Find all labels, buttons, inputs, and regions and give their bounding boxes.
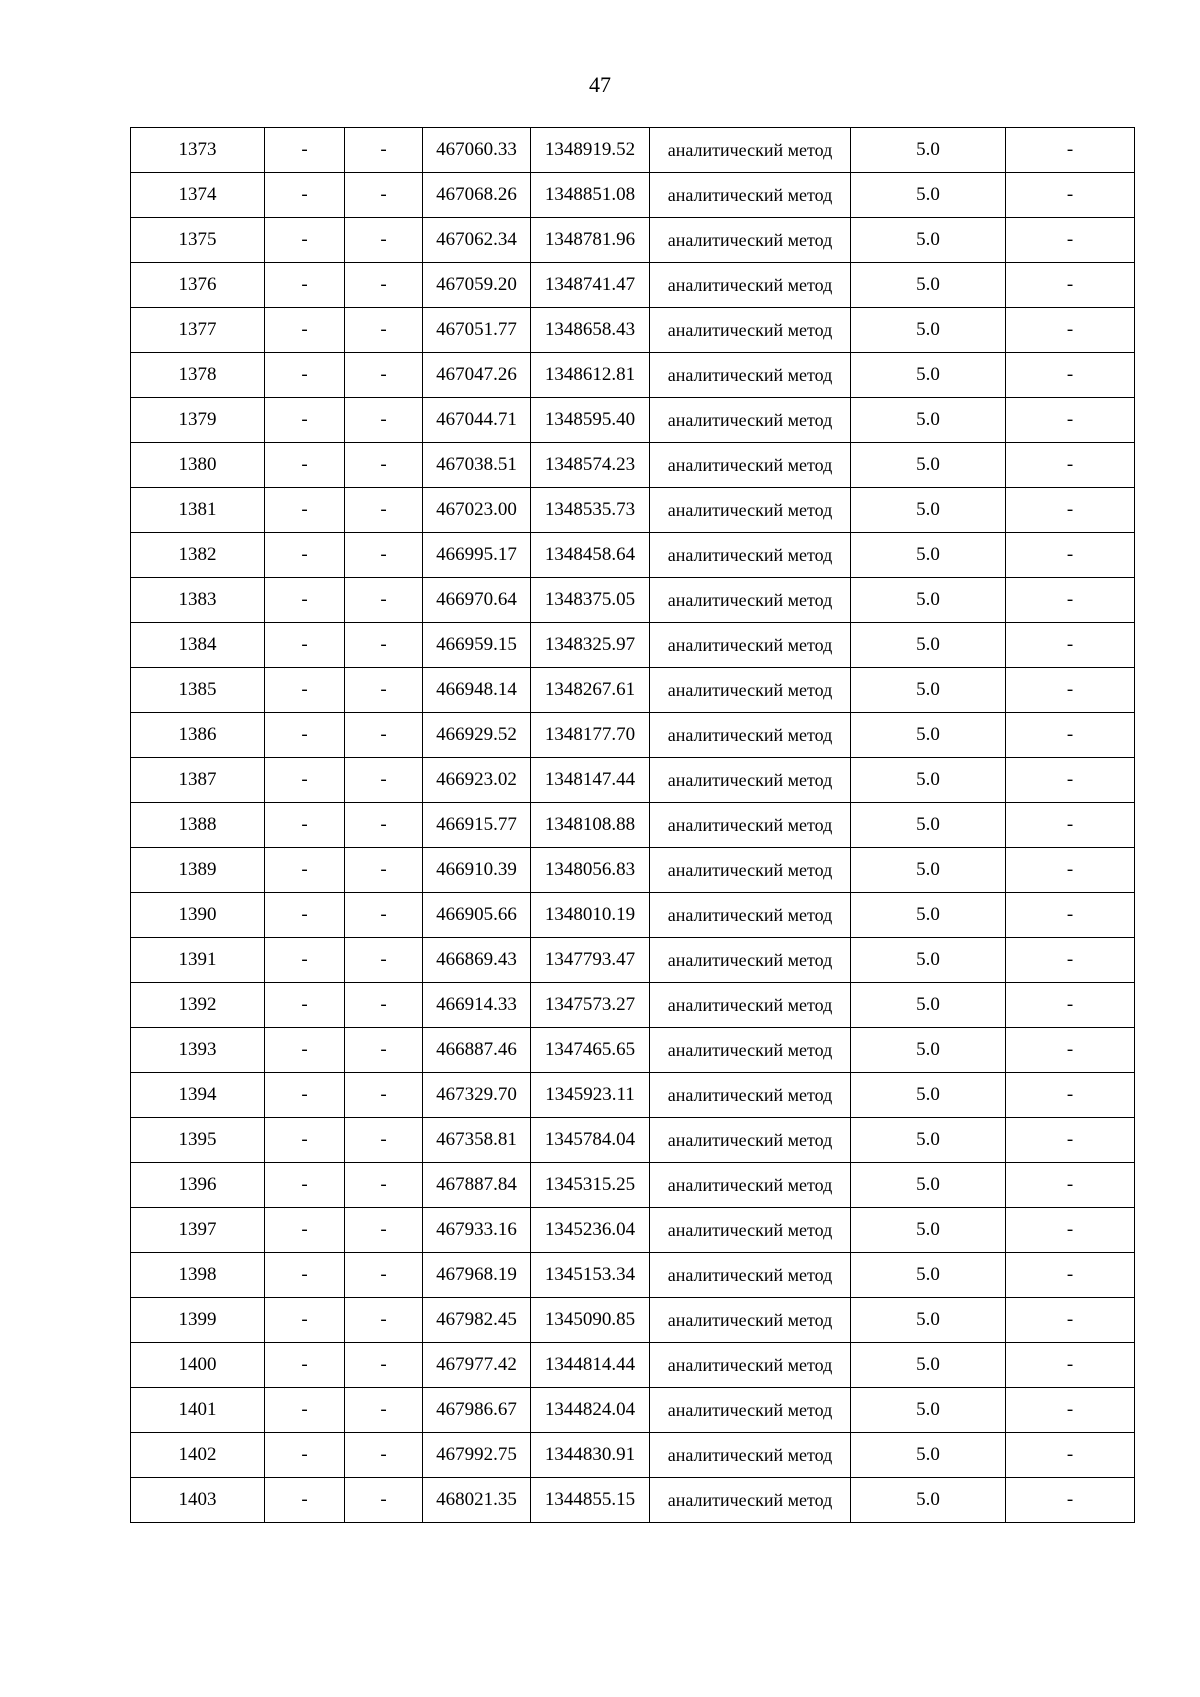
table-row [131, 1073, 1135, 1118]
point-number-cell: 1398 [131, 1253, 265, 1298]
note-cell: - [1006, 983, 1135, 1028]
accuracy-cell: 5.0 [851, 398, 1006, 443]
y-coordinate-cell: 1348325.97 [531, 623, 650, 668]
point-number-cell: 1377 [131, 308, 265, 353]
dash-cell: - [265, 353, 345, 398]
table-row [131, 263, 1135, 308]
accuracy-cell: 5.0 [851, 938, 1006, 983]
method-cell: аналитический метод [650, 1163, 851, 1208]
point-number-cell: 1381 [131, 488, 265, 533]
table-row [131, 1118, 1135, 1163]
method-cell: аналитический метод [650, 758, 851, 803]
x-coordinate-cell: 466970.64 [423, 578, 531, 623]
y-coordinate-cell: 1348267.61 [531, 668, 650, 713]
accuracy-cell: 5.0 [851, 803, 1006, 848]
y-coordinate-cell: 1348458.64 [531, 533, 650, 578]
dash-cell: - [345, 1208, 423, 1253]
note-cell: - [1006, 1433, 1135, 1478]
y-coordinate-cell: 1348574.23 [531, 443, 650, 488]
table-row [131, 1343, 1135, 1388]
table-row [131, 713, 1135, 758]
accuracy-cell: 5.0 [851, 1118, 1006, 1163]
method-cell: аналитический метод [650, 308, 851, 353]
y-coordinate-cell: 1348010.19 [531, 893, 650, 938]
method-cell: аналитический метод [650, 893, 851, 938]
dash-cell: - [265, 218, 345, 263]
point-number-cell: 1391 [131, 938, 265, 983]
y-coordinate-cell: 1348375.05 [531, 578, 650, 623]
note-cell: - [1006, 578, 1135, 623]
note-cell: - [1006, 533, 1135, 578]
method-cell: аналитический метод [650, 1253, 851, 1298]
note-cell: - [1006, 488, 1135, 533]
y-coordinate-cell: 1345090.85 [531, 1298, 650, 1343]
note-cell: - [1006, 1163, 1135, 1208]
dash-cell: - [265, 803, 345, 848]
y-coordinate-cell: 1347573.27 [531, 983, 650, 1028]
method-cell: аналитический метод [650, 218, 851, 263]
dash-cell: - [265, 1118, 345, 1163]
method-cell: аналитический метод [650, 173, 851, 218]
table-row [131, 668, 1135, 713]
dash-cell: - [345, 803, 423, 848]
y-coordinate-cell: 1345315.25 [531, 1163, 650, 1208]
dash-cell: - [265, 1433, 345, 1478]
method-cell: аналитический метод [650, 1073, 851, 1118]
table-row [131, 893, 1135, 938]
accuracy-cell: 5.0 [851, 443, 1006, 488]
note-cell: - [1006, 173, 1135, 218]
dash-cell: - [345, 308, 423, 353]
method-cell: аналитический метод [650, 1028, 851, 1073]
accuracy-cell: 5.0 [851, 488, 1006, 533]
dash-cell: - [265, 488, 345, 533]
x-coordinate-cell: 467982.45 [423, 1298, 531, 1343]
dash-cell: - [265, 1163, 345, 1208]
note-cell: - [1006, 1208, 1135, 1253]
y-coordinate-cell: 1345784.04 [531, 1118, 650, 1163]
dash-cell: - [265, 938, 345, 983]
table-row [131, 578, 1135, 623]
x-coordinate-cell: 466959.15 [423, 623, 531, 668]
dash-cell: - [265, 308, 345, 353]
dash-cell: - [345, 218, 423, 263]
x-coordinate-cell: 467051.77 [423, 308, 531, 353]
dash-cell: - [345, 983, 423, 1028]
method-cell: аналитический метод [650, 488, 851, 533]
y-coordinate-cell: 1344814.44 [531, 1343, 650, 1388]
y-coordinate-cell: 1348595.40 [531, 398, 650, 443]
method-cell: аналитический метод [650, 263, 851, 308]
note-cell: - [1006, 1028, 1135, 1073]
method-cell: аналитический метод [650, 1343, 851, 1388]
point-number-cell: 1400 [131, 1343, 265, 1388]
dash-cell: - [265, 443, 345, 488]
table-row [131, 758, 1135, 803]
x-coordinate-cell: 467068.26 [423, 173, 531, 218]
x-coordinate-cell: 467329.70 [423, 1073, 531, 1118]
dash-cell: - [265, 893, 345, 938]
note-cell: - [1006, 263, 1135, 308]
accuracy-cell: 5.0 [851, 263, 1006, 308]
note-cell: - [1006, 353, 1135, 398]
y-coordinate-cell: 1344824.04 [531, 1388, 650, 1433]
point-number-cell: 1387 [131, 758, 265, 803]
dash-cell: - [265, 1073, 345, 1118]
table-row [131, 488, 1135, 533]
table-row [131, 533, 1135, 578]
point-number-cell: 1390 [131, 893, 265, 938]
point-number-cell: 1394 [131, 1073, 265, 1118]
dash-cell: - [345, 893, 423, 938]
method-cell: аналитический метод [650, 803, 851, 848]
accuracy-cell: 5.0 [851, 173, 1006, 218]
note-cell: - [1006, 713, 1135, 758]
table-row [131, 1163, 1135, 1208]
dash-cell: - [345, 1028, 423, 1073]
accuracy-cell: 5.0 [851, 218, 1006, 263]
accuracy-cell: 5.0 [851, 758, 1006, 803]
method-cell: аналитический метод [650, 1298, 851, 1343]
accuracy-cell: 5.0 [851, 128, 1006, 173]
table-body [131, 128, 1135, 1523]
table-row [131, 1298, 1135, 1343]
dash-cell: - [345, 1118, 423, 1163]
x-coordinate-cell: 468021.35 [423, 1478, 531, 1523]
note-cell: - [1006, 128, 1135, 173]
point-number-cell: 1397 [131, 1208, 265, 1253]
x-coordinate-cell: 466910.39 [423, 848, 531, 893]
method-cell: аналитический метод [650, 1433, 851, 1478]
dash-cell: - [345, 263, 423, 308]
point-number-cell: 1401 [131, 1388, 265, 1433]
x-coordinate-cell: 467986.67 [423, 1388, 531, 1433]
dash-cell: - [345, 1388, 423, 1433]
table-row [131, 218, 1135, 263]
dash-cell: - [265, 668, 345, 713]
dash-cell: - [265, 128, 345, 173]
dash-cell: - [345, 173, 423, 218]
dash-cell: - [345, 938, 423, 983]
accuracy-cell: 5.0 [851, 578, 1006, 623]
accuracy-cell: 5.0 [851, 1343, 1006, 1388]
table-row [131, 938, 1135, 983]
point-number-cell: 1403 [131, 1478, 265, 1523]
x-coordinate-cell: 466887.46 [423, 1028, 531, 1073]
dash-cell: - [345, 623, 423, 668]
note-cell: - [1006, 1343, 1135, 1388]
point-number-cell: 1373 [131, 128, 265, 173]
y-coordinate-cell: 1348741.47 [531, 263, 650, 308]
accuracy-cell: 5.0 [851, 308, 1006, 353]
table-row [131, 848, 1135, 893]
x-coordinate-cell: 467047.26 [423, 353, 531, 398]
y-coordinate-cell: 1344830.91 [531, 1433, 650, 1478]
x-coordinate-cell: 466929.52 [423, 713, 531, 758]
dash-cell: - [345, 578, 423, 623]
dash-cell: - [345, 353, 423, 398]
y-coordinate-cell: 1348147.44 [531, 758, 650, 803]
note-cell: - [1006, 668, 1135, 713]
y-coordinate-cell: 1347465.65 [531, 1028, 650, 1073]
dash-cell: - [265, 533, 345, 578]
point-number-cell: 1376 [131, 263, 265, 308]
y-coordinate-cell: 1348535.73 [531, 488, 650, 533]
y-coordinate-cell: 1348177.70 [531, 713, 650, 758]
dash-cell: - [265, 578, 345, 623]
accuracy-cell: 5.0 [851, 1163, 1006, 1208]
x-coordinate-cell: 467933.16 [423, 1208, 531, 1253]
point-number-cell: 1374 [131, 173, 265, 218]
x-coordinate-cell: 466905.66 [423, 893, 531, 938]
dash-cell: - [345, 848, 423, 893]
note-cell: - [1006, 1073, 1135, 1118]
dash-cell: - [345, 1478, 423, 1523]
dash-cell: - [265, 848, 345, 893]
table-row [131, 1433, 1135, 1478]
note-cell: - [1006, 893, 1135, 938]
dash-cell: - [265, 173, 345, 218]
x-coordinate-cell: 467062.34 [423, 218, 531, 263]
point-number-cell: 1393 [131, 1028, 265, 1073]
x-coordinate-cell: 466948.14 [423, 668, 531, 713]
note-cell: - [1006, 1253, 1135, 1298]
x-coordinate-cell: 467887.84 [423, 1163, 531, 1208]
note-cell: - [1006, 1118, 1135, 1163]
table-row [131, 1208, 1135, 1253]
dash-cell: - [265, 758, 345, 803]
dash-cell: - [345, 758, 423, 803]
point-number-cell: 1378 [131, 353, 265, 398]
table-row [131, 443, 1135, 488]
point-number-cell: 1402 [131, 1433, 265, 1478]
dash-cell: - [345, 1298, 423, 1343]
method-cell: аналитический метод [650, 398, 851, 443]
method-cell: аналитический метод [650, 938, 851, 983]
method-cell: аналитический метод [650, 443, 851, 488]
point-number-cell: 1385 [131, 668, 265, 713]
x-coordinate-cell: 467044.71 [423, 398, 531, 443]
dash-cell: - [265, 1253, 345, 1298]
dash-cell: - [345, 1073, 423, 1118]
method-cell: аналитический метод [650, 128, 851, 173]
dash-cell: - [265, 623, 345, 668]
dash-cell: - [345, 398, 423, 443]
table-row [131, 1478, 1135, 1523]
x-coordinate-cell: 467059.20 [423, 263, 531, 308]
dash-cell: - [265, 983, 345, 1028]
accuracy-cell: 5.0 [851, 623, 1006, 668]
page-number: 47 [589, 72, 611, 97]
method-cell: аналитический метод [650, 533, 851, 578]
point-number-cell: 1375 [131, 218, 265, 263]
method-cell: аналитический метод [650, 668, 851, 713]
table-row [131, 1253, 1135, 1298]
point-number-cell: 1392 [131, 983, 265, 1028]
y-coordinate-cell: 1344855.15 [531, 1478, 650, 1523]
y-coordinate-cell: 1348056.83 [531, 848, 650, 893]
table-row [131, 1028, 1135, 1073]
x-coordinate-cell: 466915.77 [423, 803, 531, 848]
dash-cell: - [345, 128, 423, 173]
dash-cell: - [345, 533, 423, 578]
x-coordinate-cell: 467060.33 [423, 128, 531, 173]
method-cell: аналитический метод [650, 983, 851, 1028]
accuracy-cell: 5.0 [851, 1478, 1006, 1523]
y-coordinate-cell: 1348658.43 [531, 308, 650, 353]
point-number-cell: 1389 [131, 848, 265, 893]
x-coordinate-cell: 467358.81 [423, 1118, 531, 1163]
accuracy-cell: 5.0 [851, 713, 1006, 758]
y-coordinate-cell: 1348851.08 [531, 173, 650, 218]
dash-cell: - [265, 398, 345, 443]
table-row [131, 128, 1135, 173]
y-coordinate-cell: 1347793.47 [531, 938, 650, 983]
accuracy-cell: 5.0 [851, 353, 1006, 398]
dash-cell: - [265, 263, 345, 308]
method-cell: аналитический метод [650, 848, 851, 893]
accuracy-cell: 5.0 [851, 893, 1006, 938]
y-coordinate-cell: 1345236.04 [531, 1208, 650, 1253]
x-coordinate-cell: 467038.51 [423, 443, 531, 488]
point-number-cell: 1383 [131, 578, 265, 623]
accuracy-cell: 5.0 [851, 1433, 1006, 1478]
note-cell: - [1006, 758, 1135, 803]
dash-cell: - [345, 488, 423, 533]
table-row [131, 803, 1135, 848]
dash-cell: - [265, 1028, 345, 1073]
method-cell: аналитический метод [650, 353, 851, 398]
note-cell: - [1006, 848, 1135, 893]
point-number-cell: 1379 [131, 398, 265, 443]
method-cell: аналитический метод [650, 713, 851, 758]
dash-cell: - [265, 1478, 345, 1523]
table-row [131, 623, 1135, 668]
point-number-cell: 1388 [131, 803, 265, 848]
y-coordinate-cell: 1348612.81 [531, 353, 650, 398]
note-cell: - [1006, 443, 1135, 488]
x-coordinate-cell: 467023.00 [423, 488, 531, 533]
accuracy-cell: 5.0 [851, 983, 1006, 1028]
note-cell: - [1006, 1298, 1135, 1343]
table-row [131, 983, 1135, 1028]
accuracy-cell: 5.0 [851, 1388, 1006, 1433]
accuracy-cell: 5.0 [851, 1253, 1006, 1298]
x-coordinate-cell: 467968.19 [423, 1253, 531, 1298]
point-number-cell: 1386 [131, 713, 265, 758]
accuracy-cell: 5.0 [851, 848, 1006, 893]
note-cell: - [1006, 398, 1135, 443]
x-coordinate-cell: 466869.43 [423, 938, 531, 983]
dash-cell: - [265, 1298, 345, 1343]
x-coordinate-cell: 466995.17 [423, 533, 531, 578]
dash-cell: - [265, 713, 345, 758]
y-coordinate-cell: 1348781.96 [531, 218, 650, 263]
dash-cell: - [345, 713, 423, 758]
note-cell: - [1006, 218, 1135, 263]
note-cell: - [1006, 1478, 1135, 1523]
dash-cell: - [345, 1433, 423, 1478]
x-coordinate-cell: 466914.33 [423, 983, 531, 1028]
method-cell: аналитический метод [650, 578, 851, 623]
y-coordinate-cell: 1348919.52 [531, 128, 650, 173]
dash-cell: - [345, 1253, 423, 1298]
point-number-cell: 1382 [131, 533, 265, 578]
method-cell: аналитический метод [650, 1478, 851, 1523]
dash-cell: - [345, 1163, 423, 1208]
table-row [131, 353, 1135, 398]
dash-cell: - [265, 1208, 345, 1253]
table-row [131, 1388, 1135, 1433]
dash-cell: - [345, 443, 423, 488]
accuracy-cell: 5.0 [851, 1208, 1006, 1253]
method-cell: аналитический метод [650, 623, 851, 668]
note-cell: - [1006, 803, 1135, 848]
accuracy-cell: 5.0 [851, 533, 1006, 578]
point-number-cell: 1384 [131, 623, 265, 668]
accuracy-cell: 5.0 [851, 668, 1006, 713]
note-cell: - [1006, 938, 1135, 983]
point-number-cell: 1396 [131, 1163, 265, 1208]
point-number-cell: 1399 [131, 1298, 265, 1343]
y-coordinate-cell: 1345923.11 [531, 1073, 650, 1118]
dash-cell: - [345, 1343, 423, 1388]
point-number-cell: 1395 [131, 1118, 265, 1163]
method-cell: аналитический метод [650, 1208, 851, 1253]
y-coordinate-cell: 1345153.34 [531, 1253, 650, 1298]
x-coordinate-cell: 467992.75 [423, 1433, 531, 1478]
coordinates-table [130, 127, 1135, 1523]
accuracy-cell: 5.0 [851, 1028, 1006, 1073]
table-row [131, 308, 1135, 353]
method-cell: аналитический метод [650, 1118, 851, 1163]
y-coordinate-cell: 1348108.88 [531, 803, 650, 848]
note-cell: - [1006, 308, 1135, 353]
dash-cell: - [345, 668, 423, 713]
note-cell: - [1006, 1388, 1135, 1433]
accuracy-cell: 5.0 [851, 1073, 1006, 1118]
x-coordinate-cell: 467977.42 [423, 1343, 531, 1388]
table-row [131, 398, 1135, 443]
point-number-cell: 1380 [131, 443, 265, 488]
method-cell: аналитический метод [650, 1388, 851, 1433]
note-cell: - [1006, 623, 1135, 668]
dash-cell: - [265, 1343, 345, 1388]
dash-cell: - [265, 1388, 345, 1433]
accuracy-cell: 5.0 [851, 1298, 1006, 1343]
x-coordinate-cell: 466923.02 [423, 758, 531, 803]
table-row [131, 173, 1135, 218]
